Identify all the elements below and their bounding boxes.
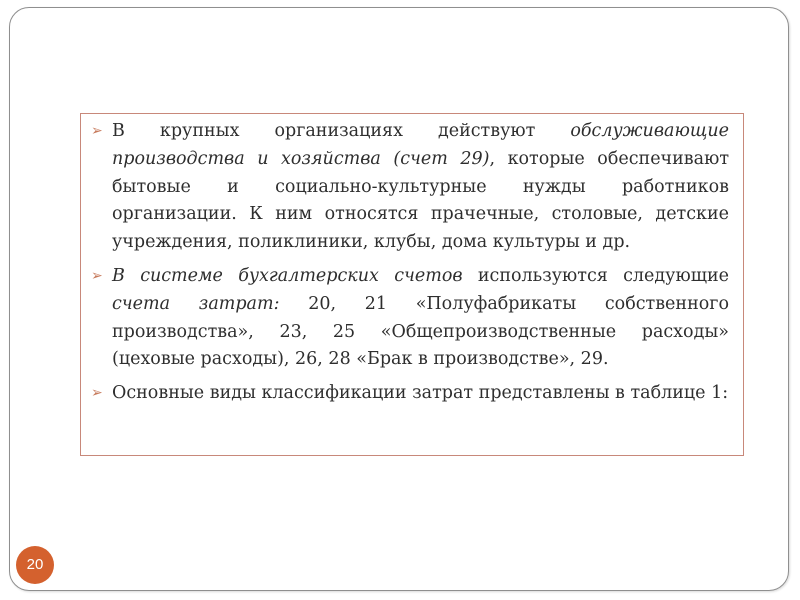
bullet-1-emphasis: обслуживающие производства и хозяйства (счет 29)	[112, 121, 729, 169]
content-box	[80, 113, 744, 456]
hollow-arrow-bullet-icon: ➢	[91, 385, 103, 402]
bullet-2-emphasis-2: счета затрат:	[112, 293, 280, 314]
slide-number-badge: 20	[16, 546, 54, 584]
bullet-3-text-1: Основные виды классификации затрат представлены в таблице 1:	[112, 383, 729, 404]
bullet-item-2	[91, 263, 729, 374]
bullet-2-text-1: используются следующие	[462, 265, 729, 286]
bullet-2-emphasis-1: В системе бухгалтерских счетов	[112, 265, 463, 286]
bullet-1-text-2: , которые обеспечивают бытовые и социально-культурные нужды работников организации. К ним относятся прачечные, столовые, детские учреждения, поликлиники, клубы, дома культуры и др.	[112, 148, 729, 253]
bullet-item-3	[91, 380, 729, 408]
hollow-arrow-bullet-icon: ➢	[91, 267, 103, 284]
bullet-2-text-2: 20, 21 «Полуфабрикаты собственного производства», 23, 25 «Общепроизводственные расходы» (цеховые расходы), 26, 28 «Брак в производстве», 29.	[112, 293, 729, 370]
bullet-1-text-1: В крупных организациях действуют	[112, 121, 571, 141]
bullet-item-1	[91, 118, 729, 257]
hollow-arrow-bullet-icon: ➢	[91, 123, 103, 139]
